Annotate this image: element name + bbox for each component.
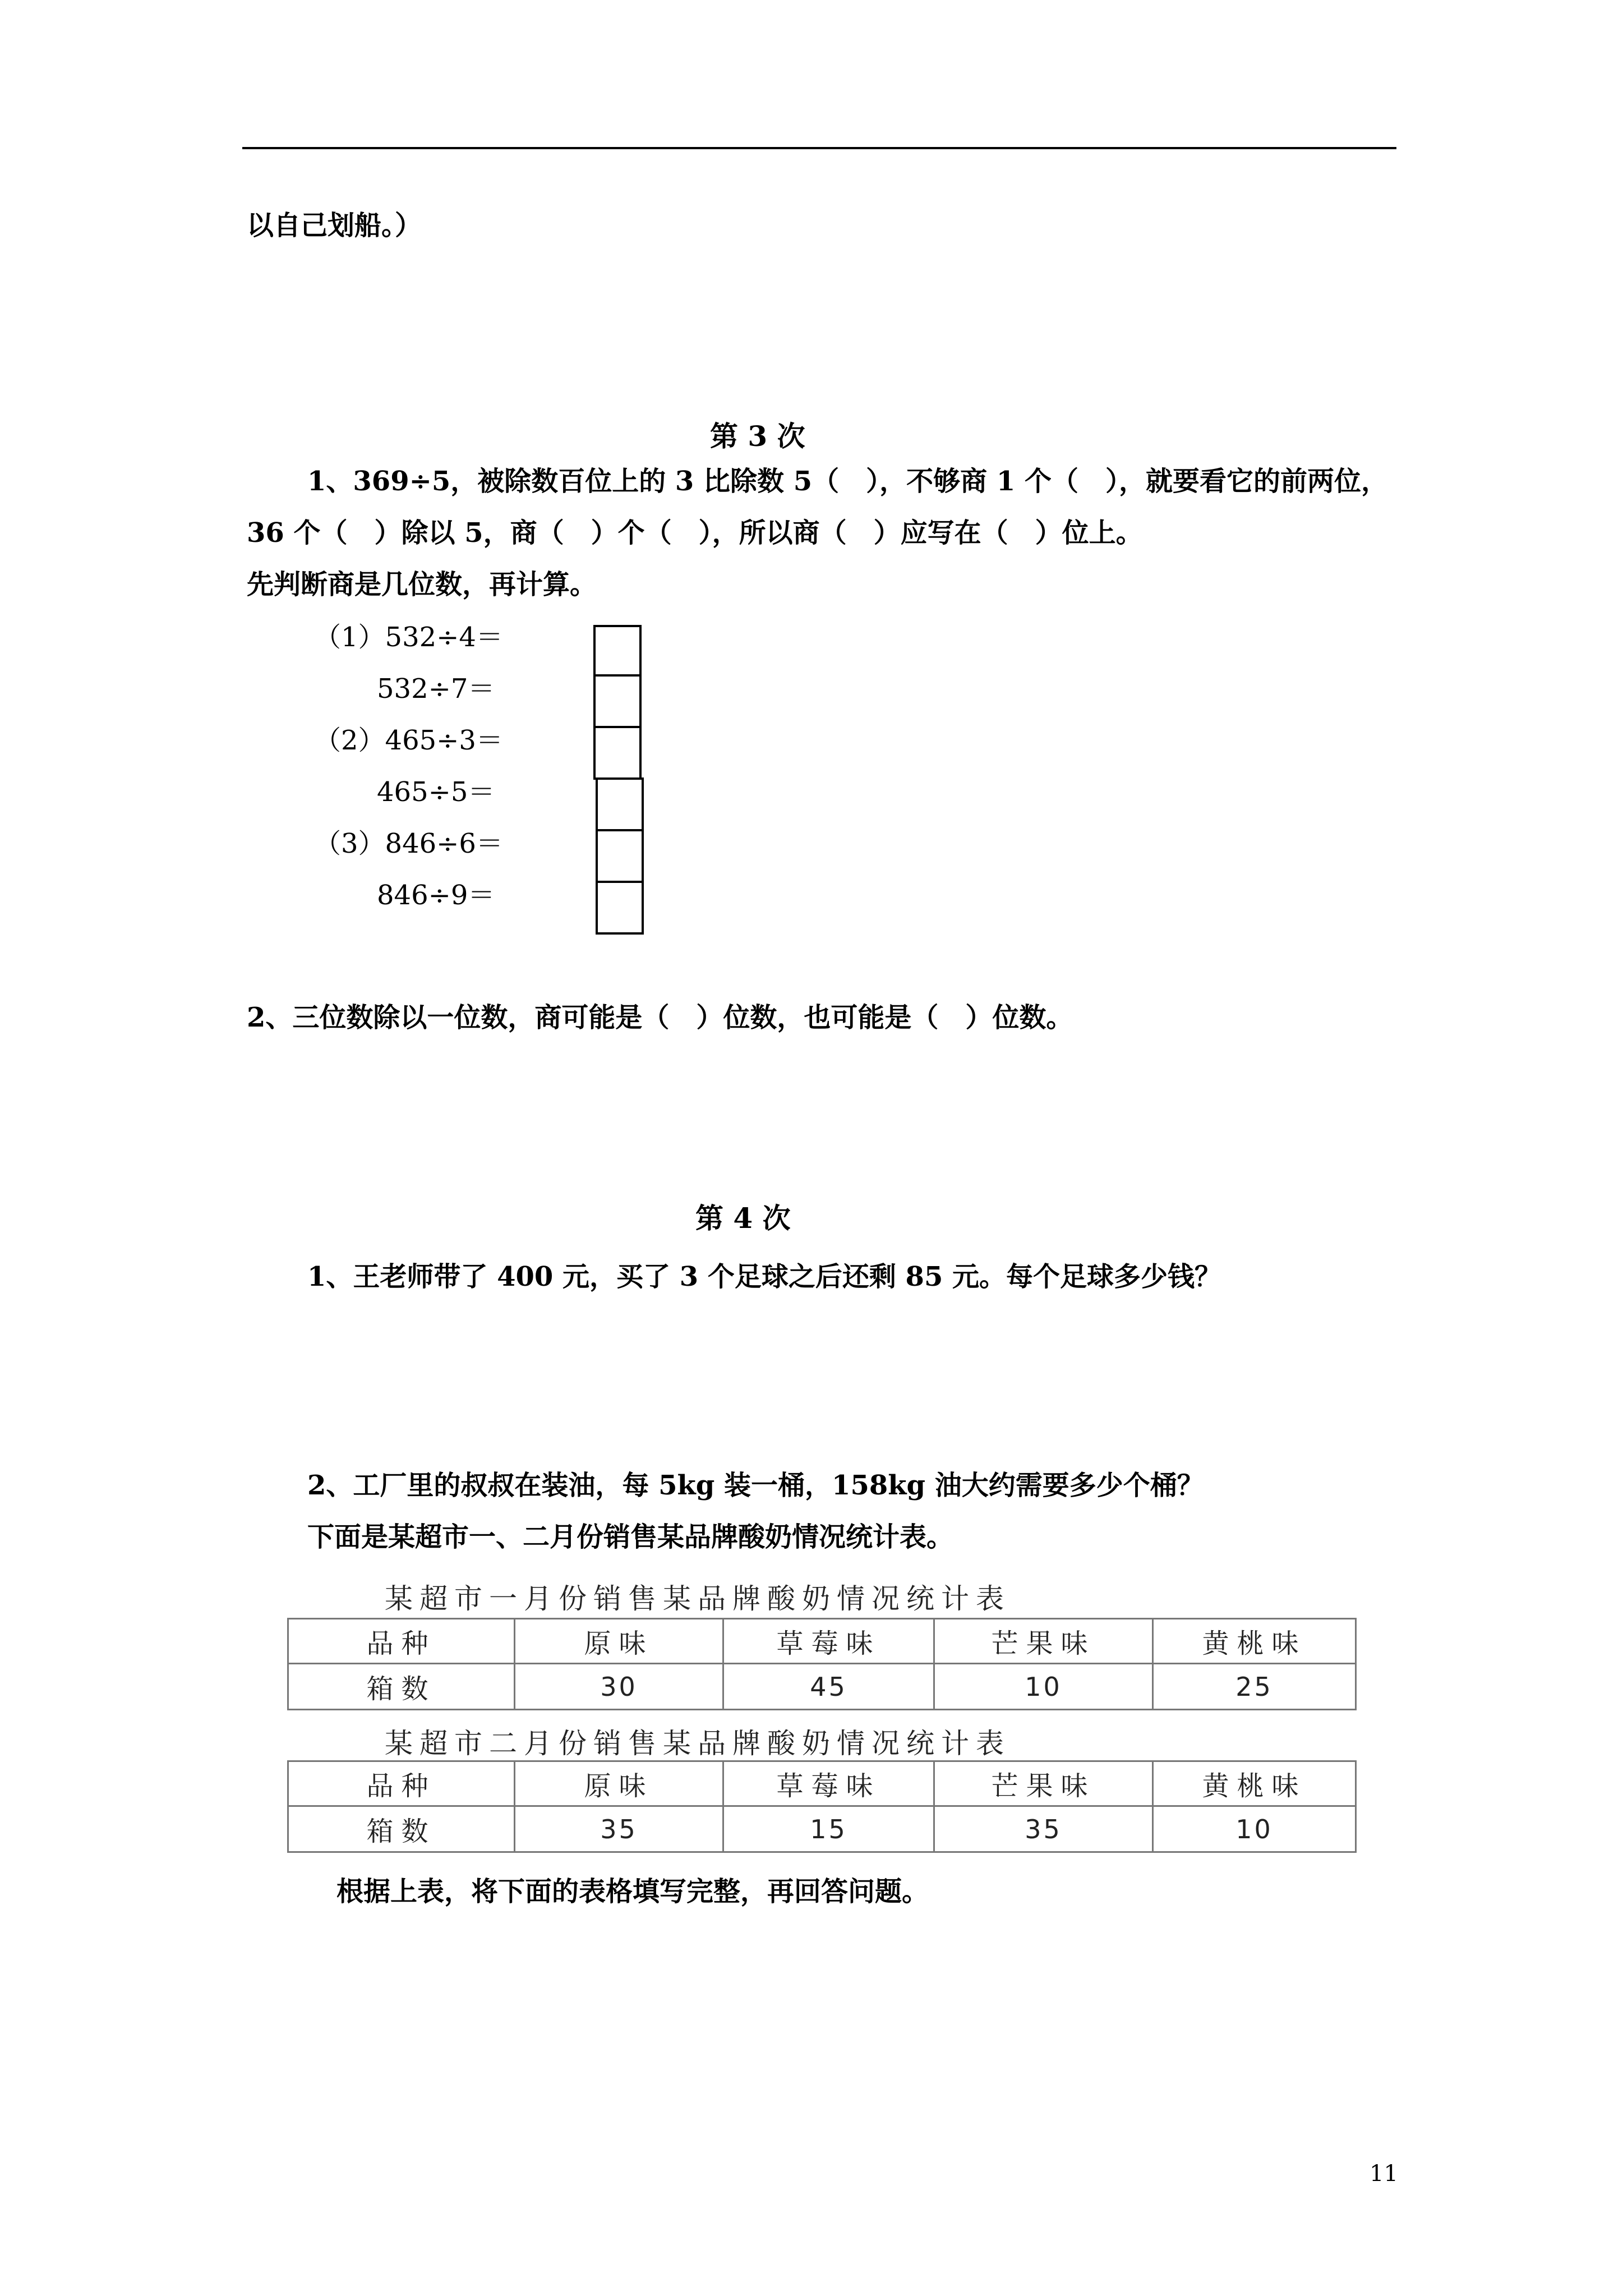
section4-closing: 根据上表，将下面的表格填写完整，再回答问题。 (336, 1876, 929, 1907)
page-number: 11 (1370, 2161, 1398, 2187)
table1-header-strawberry: 草莓味 (723, 1619, 934, 1664)
section3-instruction: 先判断商是几位数，再计算。 (247, 569, 597, 600)
table1-header-original: 原味 (515, 1619, 723, 1664)
table2-caption: 某超市二月份销售某品牌酸奶情况统计表 (385, 1727, 1011, 1760)
table2-value-mango: 35 (934, 1806, 1153, 1852)
problem-1b: 532÷7＝ (377, 673, 495, 705)
table1-header-peach: 黄桃味 (1153, 1619, 1356, 1664)
problem-1a: （1）532÷4＝ (314, 622, 503, 653)
top-fragment: 以自己划船。） (247, 210, 422, 241)
section4-q1: 1、王老师带了 400 元，买了 3 个足球之后还剩 85 元。每个足球多少钱？ (307, 1261, 1222, 1292)
table2-value-strawberry: 15 (723, 1806, 934, 1852)
section4-intro: 下面是某超市一、二月份销售某品牌酸奶情况统计表。 (307, 1521, 954, 1553)
section3-q1-line2: 36 个（ ）除以 5，商（ ）个（ ），所以商（ ）应写在（ ）位上。 (247, 517, 1143, 549)
header-rule (242, 147, 1396, 149)
answer-box[interactable] (596, 881, 644, 935)
section4-q2: 2、工厂里的叔叔在装油，每 5kg 装一桶，158kg 油大约需要多少个桶？ (307, 1470, 1204, 1501)
answer-box[interactable] (596, 829, 644, 883)
problem-3b: 846÷9＝ (377, 880, 495, 911)
problem-2b: 465÷5＝ (377, 776, 495, 808)
answer-box[interactable] (593, 726, 642, 780)
table1-value-original: 30 (515, 1664, 723, 1710)
answer-box[interactable] (596, 777, 644, 831)
table1-caption: 某超市一月份销售某品牌酸奶情况统计表 (385, 1582, 1011, 1615)
table2-header-original: 原味 (515, 1761, 723, 1806)
answer-box[interactable] (593, 625, 642, 677)
table2-header-mango: 芒果味 (934, 1761, 1153, 1806)
problem-3a: （3）846÷6＝ (314, 828, 503, 859)
table2-header-strawberry: 草莓味 (723, 1761, 934, 1806)
table1-value-strawberry: 45 (723, 1664, 934, 1710)
section3-q1-line1: 1、369÷5，被除数百位上的 3 比除数 5（ ），不够商 1 个（ ），就要看它的前两位， (307, 466, 1388, 497)
table2-value-original: 35 (515, 1806, 723, 1852)
table2-header-variety: 品种 (288, 1761, 515, 1806)
problem-2a: （2）465÷3＝ (314, 725, 503, 756)
table1-row-label: 箱数 (288, 1664, 515, 1710)
table2-header-peach: 黄桃味 (1153, 1761, 1356, 1806)
table1-value-peach: 25 (1153, 1664, 1356, 1710)
section3-q2: 2、三位数除以一位数，商可能是（ ）位数，也可能是（ ）位数。 (247, 1002, 1073, 1033)
table1-header-mango: 芒果味 (934, 1619, 1153, 1664)
table1-header-variety: 品种 (288, 1619, 515, 1664)
table1 (287, 1618, 1357, 1710)
table1-value-mango: 10 (934, 1664, 1153, 1710)
table2 (287, 1760, 1357, 1853)
answer-box[interactable] (593, 674, 642, 728)
table2-value-peach: 10 (1153, 1806, 1356, 1852)
table2-row-label: 箱数 (288, 1806, 515, 1852)
section4-heading: 第 4 次 (695, 1202, 791, 1235)
section3-heading: 第 3 次 (710, 420, 805, 453)
